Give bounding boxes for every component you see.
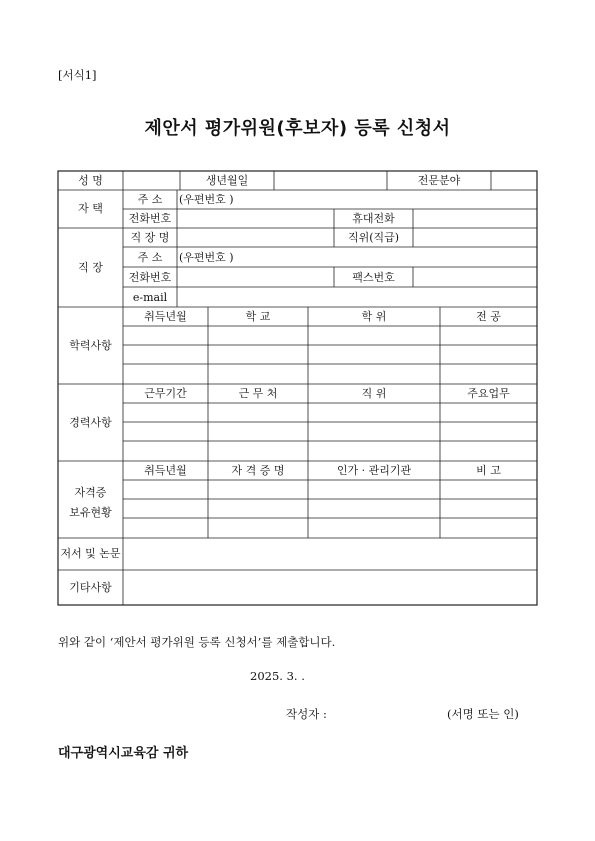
certs-header-date: 취득년월 <box>144 464 187 477</box>
education-header-date: 취득년월 <box>144 310 187 323</box>
home-phone-field[interactable] <box>177 211 334 228</box>
work-phone-field[interactable] <box>177 269 334 286</box>
birth-date-label: 생년월일 <box>205 174 249 187</box>
career-header-workplace: 근 무 처 <box>238 387 278 400</box>
home-address-field[interactable]: (우편번호 ) <box>179 193 234 206</box>
work-fax-field[interactable] <box>413 269 537 286</box>
other-section-label: 기타사항 <box>69 581 112 594</box>
career-header-position: 직 위 <box>361 387 387 400</box>
recipient-line: 대구광역시교육감 귀하 <box>58 746 189 761</box>
certs-header-name: 자 격 증 명 <box>231 464 285 477</box>
work-position-field[interactable] <box>413 230 537 247</box>
name-label: 성 명 <box>78 174 103 187</box>
specialty-field[interactable] <box>491 173 537 190</box>
home-section-label: 자 택 <box>78 202 103 215</box>
papers-section-label: 저서 및 논문 <box>60 547 121 560</box>
certs-section-label-line1: 자격증 <box>74 486 107 499</box>
education-header-major: 전 공 <box>476 310 501 323</box>
other-field[interactable] <box>124 571 536 604</box>
work-address-field[interactable]: (우편번호 ) <box>179 251 234 264</box>
certs-section-label-line2: 보유현황 <box>69 506 112 519</box>
home-phone-label: 전화번호 <box>128 212 172 225</box>
document-title: 제안서 평가위원(후보자) 등록 신청서 <box>144 118 451 139</box>
name-field[interactable] <box>123 173 180 190</box>
submission-statement: 위와 같이 ‘제안서 평가위원 등록 신청서’를 제출합니다. <box>58 635 336 649</box>
certs-header-remarks: 비 고 <box>476 464 501 477</box>
work-fax-label: 팩스번호 <box>352 271 395 284</box>
education-header-school: 학 교 <box>245 310 271 323</box>
work-position-label: 직위(직급) <box>347 231 400 244</box>
signature-note: (서명 또는 인) <box>447 707 519 721</box>
work-section-label: 직 장 <box>78 261 103 274</box>
work-name-field[interactable] <box>177 230 334 247</box>
work-email-label: e-mail <box>132 291 168 304</box>
work-phone-label: 전화번호 <box>128 271 172 284</box>
writer-label: 작성자 : <box>286 707 327 721</box>
career-header-duties: 주요업무 <box>467 387 510 400</box>
home-mobile-label: 휴대전화 <box>352 212 395 225</box>
papers-field[interactable] <box>124 539 536 569</box>
home-mobile-field[interactable] <box>413 211 537 228</box>
work-address-label: 주 소 <box>137 251 163 264</box>
work-email-field[interactable] <box>177 289 537 306</box>
certs-header-authority: 인가 · 관리기관 <box>336 464 412 477</box>
career-header-period: 근무기간 <box>144 387 187 400</box>
education-section-label: 학력사항 <box>69 339 112 352</box>
specialty-label: 전문분야 <box>417 174 461 187</box>
work-name-label: 직 장 명 <box>130 231 170 244</box>
submission-date: 2025. 3. . <box>250 669 305 683</box>
home-address-label: 주 소 <box>137 193 163 206</box>
birth-date-field[interactable] <box>274 173 387 190</box>
education-header-degree: 학 위 <box>361 310 387 323</box>
career-section-label: 경력사항 <box>69 416 112 429</box>
form-number-label: [서식1] <box>58 68 97 82</box>
